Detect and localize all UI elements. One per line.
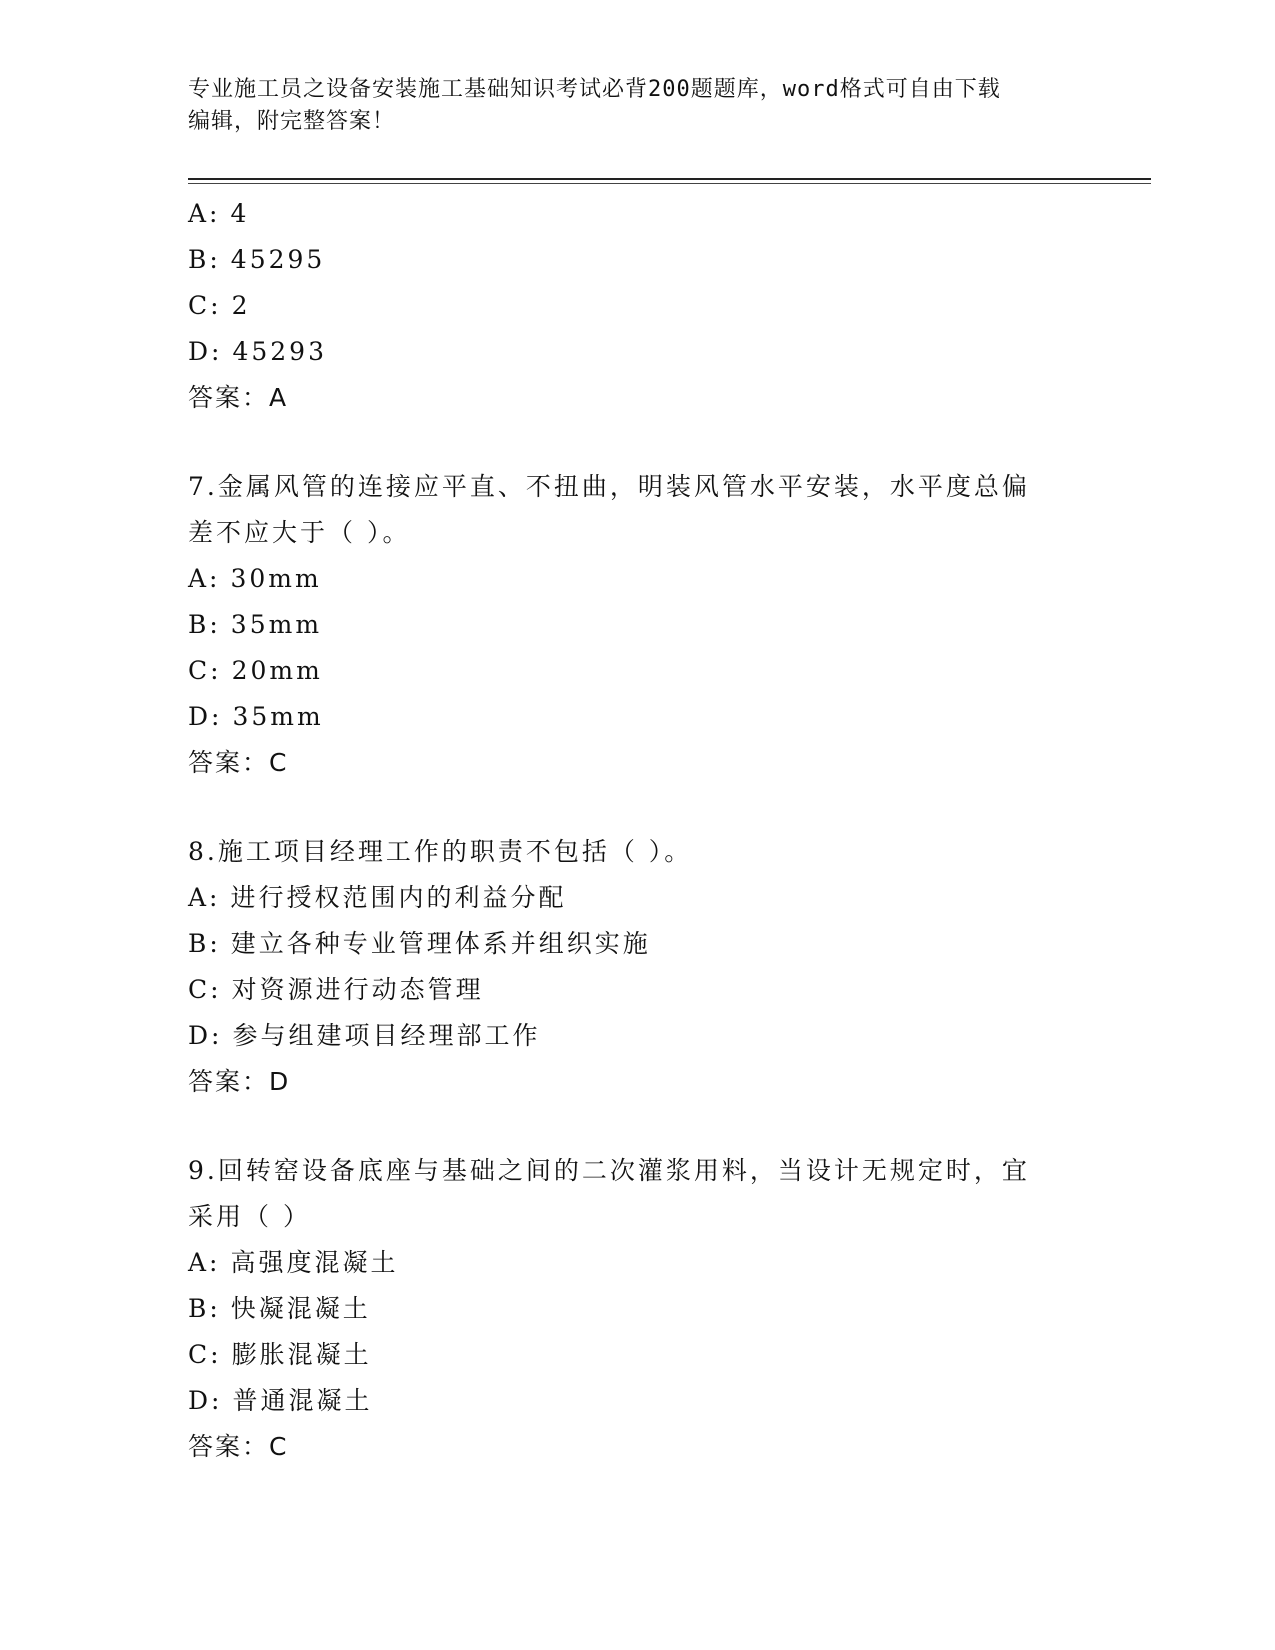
option-key: C: [188,656,222,685]
option-b [188,602,1068,648]
question-stem-line-2: 采用（ ） [188,1202,311,1231]
header-divider-thick [188,178,1151,180]
header-line-2: 编辑，附完整答案！ [188,109,396,134]
header-divider-thin [188,183,1151,184]
option-key: B: [188,1294,221,1323]
document-header [188,74,1068,138]
option-text: 30mm [230,564,322,593]
question-stem-line-1: 8.施工项目经理工作的职责不包括（ ）。 [188,837,693,866]
option-key: C: [188,291,222,320]
option-b [188,237,1068,283]
option-d [188,329,1068,375]
option-key: D: [188,337,223,366]
option-key: A: [188,199,221,228]
option-a [188,191,1068,237]
option-a [188,1240,1068,1286]
option-d [188,1013,1068,1059]
option-c [188,1332,1068,1378]
option-b [188,921,1068,967]
option-text: 普通混凝土 [232,1386,373,1415]
option-a [188,875,1068,921]
option-text: 高强度混凝土 [230,1248,399,1277]
question-7 [188,464,1068,786]
option-b [188,1286,1068,1332]
option-text: 4 [230,199,250,228]
option-text: 进行授权范围内的利益分配 [230,883,567,912]
option-key: D: [188,1021,223,1050]
option-text: 建立各种专业管理体系并组织实施 [230,929,651,958]
option-key: D: [188,1386,223,1415]
option-key: B: [188,245,221,274]
option-text: 2 [231,291,251,320]
question-9 [188,1148,1068,1470]
option-key: A: [188,564,221,593]
option-text: 20mm [231,656,323,685]
option-key: D: [188,702,223,731]
question-8 [188,829,1068,1105]
option-c [188,283,1068,329]
question-stem-line-1: 9.回转窑设备底座与基础之间的二次灌浆用料，当设计无规定时，宜 [188,1156,1030,1185]
document-body [188,191,1068,1470]
option-key: B: [188,610,221,639]
option-a [188,556,1068,602]
option-text: 膨胀混凝土 [231,1340,372,1369]
option-text: 参与组建项目经理部工作 [232,1021,541,1050]
option-text: 对资源进行动态管理 [231,975,484,1004]
option-c [188,967,1068,1013]
option-key: C: [188,975,222,1004]
option-d [188,1378,1068,1424]
option-text: 35mm [232,702,324,731]
option-text: 35mm [230,610,323,639]
answer-line: 答案：D [188,1067,291,1096]
answer-line: 答案：C [188,1432,289,1461]
option-text: 45295 [230,245,326,274]
option-text: 快凝混凝土 [230,1294,371,1323]
header-line-1: 专业施工员之设备安装施工基础知识考试必背200题题库，word格式可自由下载 [188,77,1001,102]
option-key: A: [188,1248,221,1277]
option-key: A: [188,883,221,912]
question-stem-line-2: 差不应大于（ ）。 [188,518,411,547]
option-d [188,694,1068,740]
question-block-continued [188,191,1068,421]
option-key: C: [188,1340,222,1369]
question-stem-line-1: 7.金属风管的连接应平直、不扭曲，明装风管水平安装，水平度总偏 [188,472,1030,501]
answer-line: 答案：C [188,748,289,777]
option-key: B: [188,929,221,958]
option-text: 45293 [232,337,327,366]
option-c [188,648,1068,694]
answer-line: 答案：A [188,383,289,412]
